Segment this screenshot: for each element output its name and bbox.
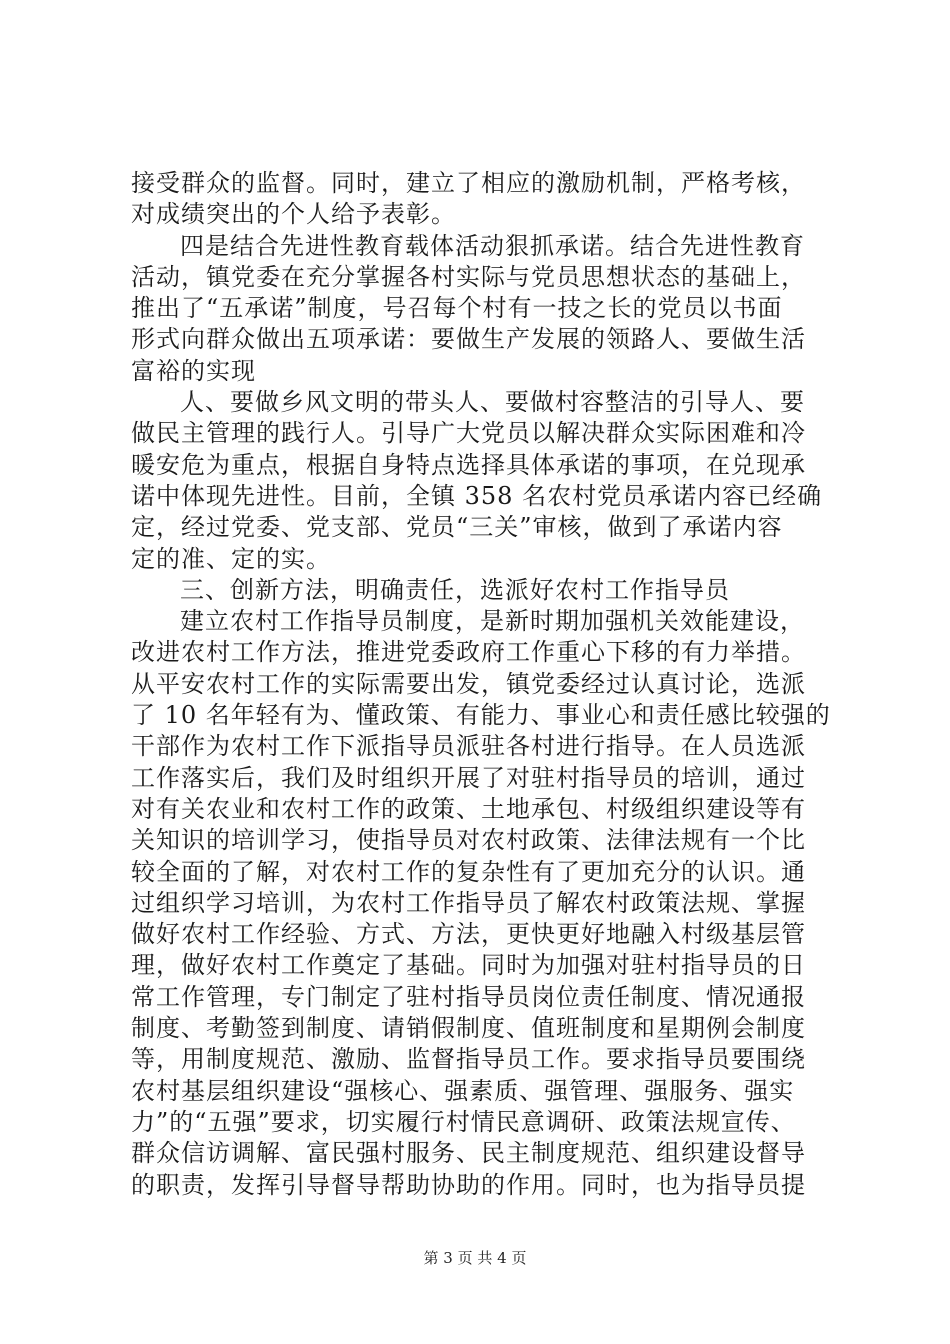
text-line: 推出了“五承诺”制度，号召每个村有一技之长的党员以书面 — [131, 294, 783, 323]
text-line: 接受群众的监督。同时，建立了相应的激励机制，严格考核， — [131, 169, 806, 197]
text-line: 群众信访调解、富民强村服务、民主制度规范、组织建设督导 — [131, 1139, 806, 1168]
text-line: 等，用制度规范、激励、监督指导员工作。要求指导员要围绕 — [131, 1045, 806, 1074]
document-body — [131, 168, 831, 1201]
text-line: 建立农村工作指导员制度，是新时期加强机关效能建设， — [180, 607, 805, 636]
text-line: 定，经过党委、党支部、党员“三关”审核，做到了承诺内容 — [131, 513, 783, 542]
text-line: 农村基层组织建设“强核心、强素质、强管理、强服务、强实 — [131, 1076, 795, 1105]
text-line: 了 10 名年轻有为、懂政策、有能力、事业心和责任感比较强的 — [131, 701, 831, 730]
text-line: 四是结合先进性教育载体活动狠抓承诺。结合先进性教育 — [180, 231, 805, 260]
text-line: 干部作为农村工作下派指导员派驻各村进行指导。在人员选派 — [131, 732, 806, 761]
text-line: 关知识的培训学习，使指导员对农村政策、法律法规有一个比 — [131, 826, 806, 855]
text-line: 工作落实后，我们及时组织开展了对驻村指导员的培训，通过 — [131, 763, 806, 792]
text-line: 理，做好农村工作奠定了基础。同时为加强对驻村指导员的日 — [131, 951, 806, 980]
text-line: 过组织学习培训，为农村工作指导员了解农村政策法规、掌握 — [131, 888, 806, 917]
text-line: 制度、考勤签到制度、请销假制度、值班制度和星期例会制度 — [131, 1014, 806, 1043]
text-line: 改进农村工作方法，推进党委政府工作重心下移的有力举措。 — [131, 638, 806, 667]
text-line: 活动，镇党委在充分掌握各村实际与党员思想状态的基础上， — [131, 262, 806, 291]
text-line: 诺中体现先进性。目前，全镇 358 名农村党员承诺内容已经确 — [131, 481, 823, 510]
text-line: 做好农村工作经验、方式、方法，更快更好地融入村级基层管 — [131, 920, 806, 949]
text-line: 对有关农业和农村工作的政策、土地承包、村级组织建设等有 — [131, 794, 806, 823]
text-line: 的职责，发挥引导督导帮助协助的作用。同时，也为指导员提 — [131, 1170, 806, 1199]
text-line: 暖安危为重点，根据自身特点选择具体承诺的事项，在兑现承 — [131, 450, 806, 479]
text-line: 常工作管理，专门制定了驻村指导员岗位责任制度、情况通报 — [131, 982, 806, 1011]
text-line: 较全面的了解，对农村工作的复杂性有了更加充分的认识。通 — [131, 857, 806, 886]
text-line: 从平安农村工作的实际需要出发，镇党委经过认真讨论，选派 — [131, 669, 806, 698]
text-line: 三、创新方法，明确责任，选派好农村工作指导员 — [180, 575, 730, 604]
text-line: 对成绩突出的个人给予表彰。 — [131, 200, 456, 229]
page-footer: 第 3 页 共 4 页 — [423, 1249, 527, 1267]
text-line: 形式向群众做出五项承诺：要做生产发展的领路人、要做生活 — [131, 325, 806, 354]
text-line: 富裕的实现 — [131, 356, 256, 385]
text-line: 人、要做乡风文明的带头人、要做村容整洁的引导人、要 — [180, 388, 805, 417]
text-line: 力”的“五强”要求，切实履行村情民意调研、政策法规宣传、 — [131, 1107, 796, 1136]
text-line: 做民主管理的践行人。引导广大党员以解决群众实际困难和冷 — [131, 419, 806, 448]
text-line: 定的准、定的实。 — [131, 544, 331, 573]
